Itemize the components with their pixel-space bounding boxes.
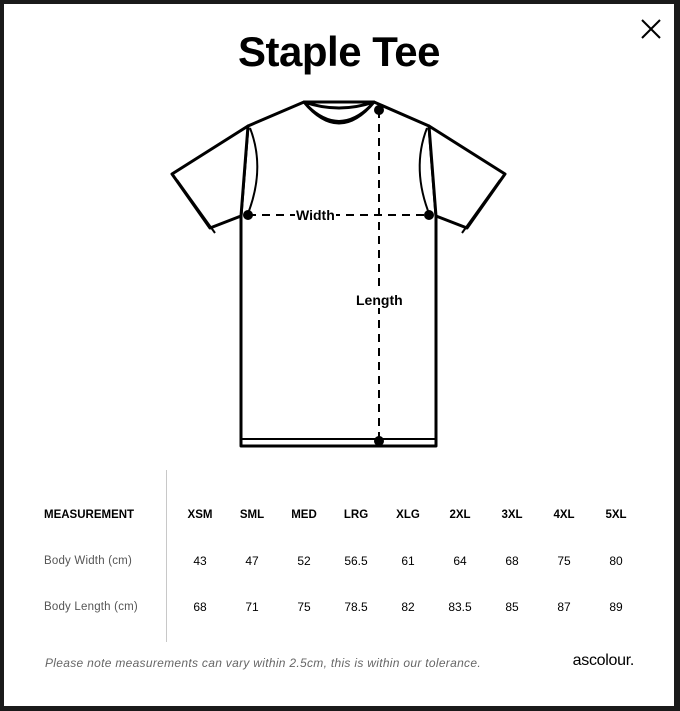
table-cell: 75	[297, 600, 311, 614]
table-cell: 89	[609, 600, 623, 614]
size-header: 2XL	[449, 509, 471, 521]
table-cell: 64	[453, 554, 467, 568]
measurement-header: MEASUREMENT	[44, 509, 135, 521]
row-label: Body Width (cm)	[44, 555, 132, 567]
table-row	[40, 584, 642, 630]
table-cell: 75	[557, 554, 571, 568]
table-cell: 61	[401, 554, 415, 568]
size-header-row	[40, 492, 642, 538]
table-cell: 83.5	[448, 600, 472, 614]
table-cell: 43	[193, 554, 207, 568]
size-table	[40, 492, 642, 630]
table-cell: 56.5	[344, 554, 368, 568]
size-header: 5XL	[605, 509, 627, 521]
modal-title: Staple Tee	[238, 28, 440, 75]
size-header: 4XL	[553, 509, 575, 521]
width-label: Width	[296, 207, 335, 223]
table-cell: 78.5	[344, 600, 368, 614]
tolerance-note: Please note measurements can vary within 2.5cm, this is within our tolerance.	[45, 656, 481, 670]
size-guide-modal	[4, 4, 674, 706]
size-header: XSM	[187, 509, 213, 521]
size-header: XLG	[396, 509, 420, 521]
table-cell: 71	[245, 600, 259, 614]
table-cell: 47	[245, 554, 259, 568]
length-label: Length	[356, 292, 403, 308]
row-label: Body Length (cm)	[44, 601, 138, 613]
table-cell: 68	[505, 554, 519, 568]
size-header: LRG	[343, 509, 369, 521]
brand-logo: ascolour.	[572, 652, 634, 669]
table-cell: 82	[401, 600, 415, 614]
table-cell: 80	[609, 554, 623, 568]
table-cell: 52	[297, 554, 311, 568]
table-cell: 87	[557, 600, 571, 614]
table-cell: 85	[505, 600, 519, 614]
size-header: SML	[239, 509, 265, 521]
size-header: 3XL	[501, 509, 523, 521]
table-cell: 68	[193, 600, 207, 614]
size-header: MED	[291, 509, 317, 521]
tshirt-diagram	[4, 4, 674, 464]
table-row	[40, 538, 642, 584]
